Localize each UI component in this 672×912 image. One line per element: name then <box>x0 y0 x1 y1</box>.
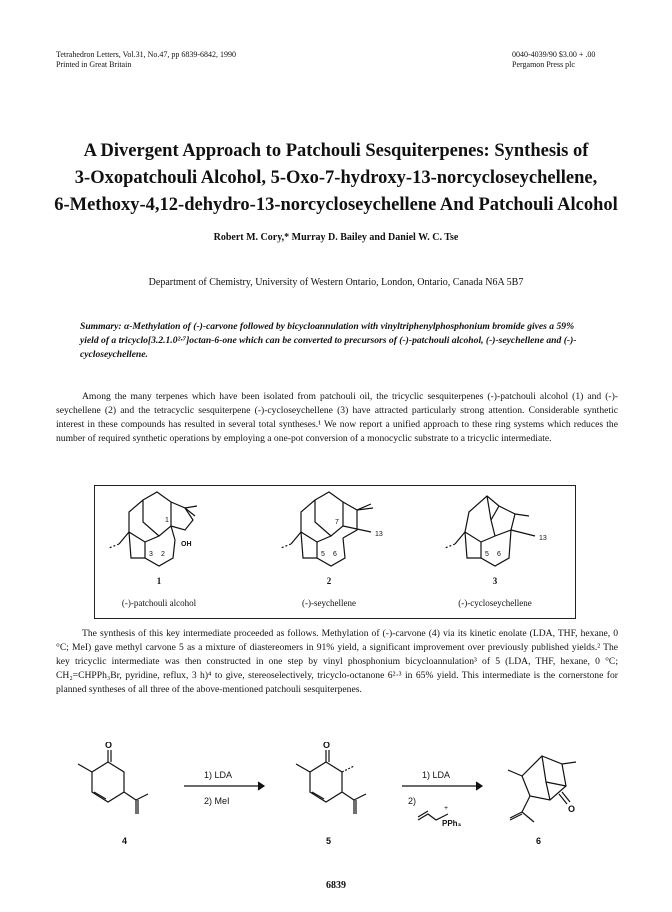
journal-header <box>56 50 236 70</box>
page-number: 6839 <box>326 880 346 891</box>
step2-lda: 1) LDA <box>422 770 451 780</box>
s3-c13: 13 <box>539 535 547 542</box>
compound-1-number: 1 <box>156 576 162 586</box>
synthesis-paragraph <box>56 627 618 697</box>
title-line-1: A Divergent Approach to Patchouli Sesquiterpenes: Synthesis of <box>83 141 589 161</box>
structure-methylcarvone <box>296 750 366 814</box>
step2-reagent: 2) <box>408 796 417 806</box>
summary <box>80 320 592 362</box>
o-5: O <box>323 742 331 750</box>
affiliation: Department of Chemistry, University of Western Ontario, London, Ontario, Canada N6A 5B7 <box>148 277 524 288</box>
s1-oh: OH <box>181 541 192 548</box>
printed-note: Printed in Great Britain <box>56 60 132 69</box>
title-line-2: 3-Oxopatchouli Alcohol, 5-Oxo-7-hydroxy-13-norcycloseychellene, <box>74 168 598 188</box>
pph3-label: PPh₃ <box>442 819 462 828</box>
authors: Robert M. Cory,* Murray D. Bailey and Daniel W. C. Tse <box>213 232 459 243</box>
compound-3-number: 3 <box>492 576 498 586</box>
compound-figure-box <box>94 485 576 619</box>
intro-text: Among the many terpenes which have been isolated from patchouli oil, the tricyclic sesquiterpenes (-)-patchouli alcohol (1) and (-)-seychellene (2) and the tetracyclic sesquiterpene (-)-cycloseychellene (3) have attracted particularly strong attention. Considerable synthetic interest in these compounds has resulted in several total syntheses.¹ We now report a unified approach to these ring systems which reduces the number of required synthetic operations by employing a one-pot conversion of a monocyclic substrate to a tricyclic intermediate. <box>56 391 618 444</box>
title-line-3: 6-Methoxy-4,12-dehydro-13-norcycloseychellene And Patchouli Alcohol <box>54 195 618 215</box>
s2-c7: 7 <box>335 519 339 526</box>
step1-lda: 1) LDA <box>204 770 233 780</box>
summary-text: α-Methylation of (-)-carvone followed by bicycloannulation with vinyltriphenylphosphonium bromide gives a 59% yield of a tricyclo[3.2.1.0²·⁷]octan-6-one which can be converted to precursors of (-)-patchouli alcohol, (-)-seychellene and (-)-cycloseychellene. <box>80 321 577 360</box>
label-4: 4 <box>122 836 128 846</box>
label-5: 5 <box>326 836 332 846</box>
journal-citation: Tetrahedron Letters, Vol.31, No.47, pp 6839-6842, 1990 <box>56 50 237 59</box>
s2-c6: 6 <box>333 551 337 558</box>
compound-3-name: (-)-cycloseychellene <box>458 598 532 608</box>
s2-c13: 13 <box>375 531 383 538</box>
s3-c5: 5 <box>485 551 489 558</box>
plus-sign: + <box>444 805 449 812</box>
o-4: O <box>105 742 113 750</box>
compound-2-number: 2 <box>326 576 332 586</box>
issn-price: 0040-4039/90 $3.00 + .00 <box>512 50 596 59</box>
label-6: 6 <box>536 836 542 846</box>
structure-seychellene <box>281 492 373 566</box>
issn-header <box>512 50 595 70</box>
structure-patchouli-alcohol <box>109 492 197 566</box>
compound-1-name: (-)-patchouli alcohol <box>121 598 197 608</box>
s1-c2: 2 <box>161 551 165 558</box>
summary-label: Summary: <box>80 321 122 332</box>
structure-tricyclooctanone <box>508 756 576 822</box>
o-6: O <box>568 804 576 814</box>
s3-c6: 6 <box>497 551 501 558</box>
publisher: Pergamon Press plc <box>512 60 575 69</box>
intro-paragraph <box>56 390 618 446</box>
compound-2-name: (-)-seychellene <box>302 598 356 608</box>
structure-cycloseychellene <box>445 496 535 566</box>
s1-c1: 1 <box>165 517 169 524</box>
step1-mei: 2) MeI <box>204 796 230 806</box>
reaction-scheme <box>56 742 616 852</box>
synthesis-text: The synthesis of this key intermediate proceeded as follows. Methylation of (-)-carvone (4) via its kinetic enolate (LDA, THF, hexane, 0 °C; MeI) gave methyl carvone 5 as a mixture of diastereomers in 91% yield, a significant improvement over previously published yields.² The key tricyclic intermediate was then constructed in one step by vinyl phosphonium bicycloannulation³ of 5 (LDA, THF, hexane, 0 °C; CH₂=CHPPh₃Br, pyridine, reflux, 3 h)⁴ to give, stereoselectively, tricyclo-octanone 6²·³ in 65% yield. This intermediate is the cornerstone for planned syntheses of all three of the above-mentioned patchouli sesquiterpenes. <box>56 628 618 695</box>
structure-carvone <box>78 750 148 814</box>
s1-c3: 3 <box>149 551 153 558</box>
s2-c5: 5 <box>321 551 325 558</box>
paper-title <box>40 138 632 219</box>
